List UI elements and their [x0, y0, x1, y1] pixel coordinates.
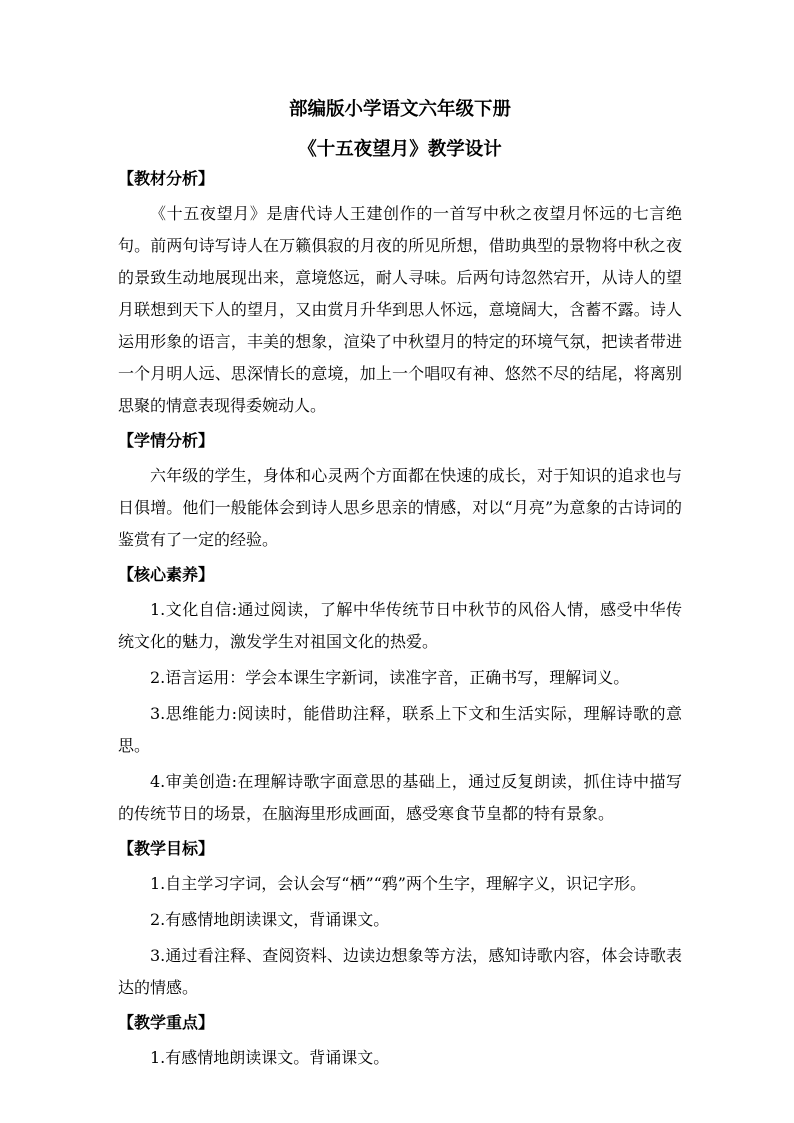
section-teaching-goals	[118, 838, 682, 1004]
section-textbook-analysis	[118, 168, 682, 422]
section-teaching-focus	[118, 1012, 682, 1074]
paragraph: 六年级的学生，身体和心灵两个方面都在快速的成长，对于知识的追求也与日俱增。他们一般能体会到诗人思乡思亲的情感，对以“月亮”为意象的古诗词的鉴赏有了一定的经验。	[118, 466, 682, 549]
section-heading: 【教材分析】	[118, 169, 215, 188]
paragraph: 3.思维能力:阅读时，能借助注释，联系上下文和生活实际，理解诗歌的意思。	[118, 704, 682, 755]
document-title: 部编版小学语文六年级下册	[288, 99, 511, 120]
section-heading: 【核心素养】	[118, 565, 215, 584]
section-core-literacy	[118, 564, 682, 830]
paragraph: 《十五夜望月》是唐代诗人王建创作的一首写中秋之夜望月怀远的七言绝句。前两句诗写诗人在万籁俱寂的月夜的所见所想，借助典型的景物将中秋之夜的景致生动地展现出来，意境悠远，耐人寻味。后两句诗忽然宕开，从诗人的望月联想到天下人的望月，又由赏月升华到思人怀远，意境阔大，含蓄不露。诗人运用形象的语言，丰美的想象，渲染了中秋望月的特定的环境气氛，把读者带进一个月明人远、思深情长的意境，加上一个唱叹有神、悠然不尽的结尾，将离别思聚的情意表现得委婉动人。	[118, 204, 682, 415]
paragraph: 1.有感情地朗读课文。背诵课文。	[150, 1048, 390, 1067]
paragraph: 2.语言运用：学会本课生字新词，读准字音，正确书写，理解词义。	[150, 668, 630, 687]
section-heading: 【教学重点】	[118, 1013, 215, 1032]
paragraph: 1.文化自信:通过阅读，了解中华传统节日中秋节的风俗人情，感受中华传统文化的魅力，激发学生对祖国文化的热爱。	[118, 600, 682, 651]
paragraph: 2.有感情地朗读课文，背诵课文。	[150, 910, 390, 929]
lesson-title: 《十五夜望月》教学设计	[298, 139, 502, 160]
paragraph: 1.自主学习字词，会认会写“栖”“鸦”两个生字，理解字义，识记字形。	[150, 874, 646, 893]
paragraph: 4.审美创造:在理解诗歌字面意思的基础上，通过反复朗读，抓住诗中描写的传统节日的场景，在脑海里形成画面，感受寒食节皇都的特有景象。	[118, 772, 682, 823]
paragraph: 3.通过看注释、查阅资料、边读边想象等方法，感知诗歌内容，体会诗歌表达的情感。	[118, 946, 682, 997]
section-student-analysis	[118, 430, 682, 556]
section-heading: 【学情分析】	[118, 431, 215, 450]
section-heading: 【教学目标】	[118, 839, 215, 858]
